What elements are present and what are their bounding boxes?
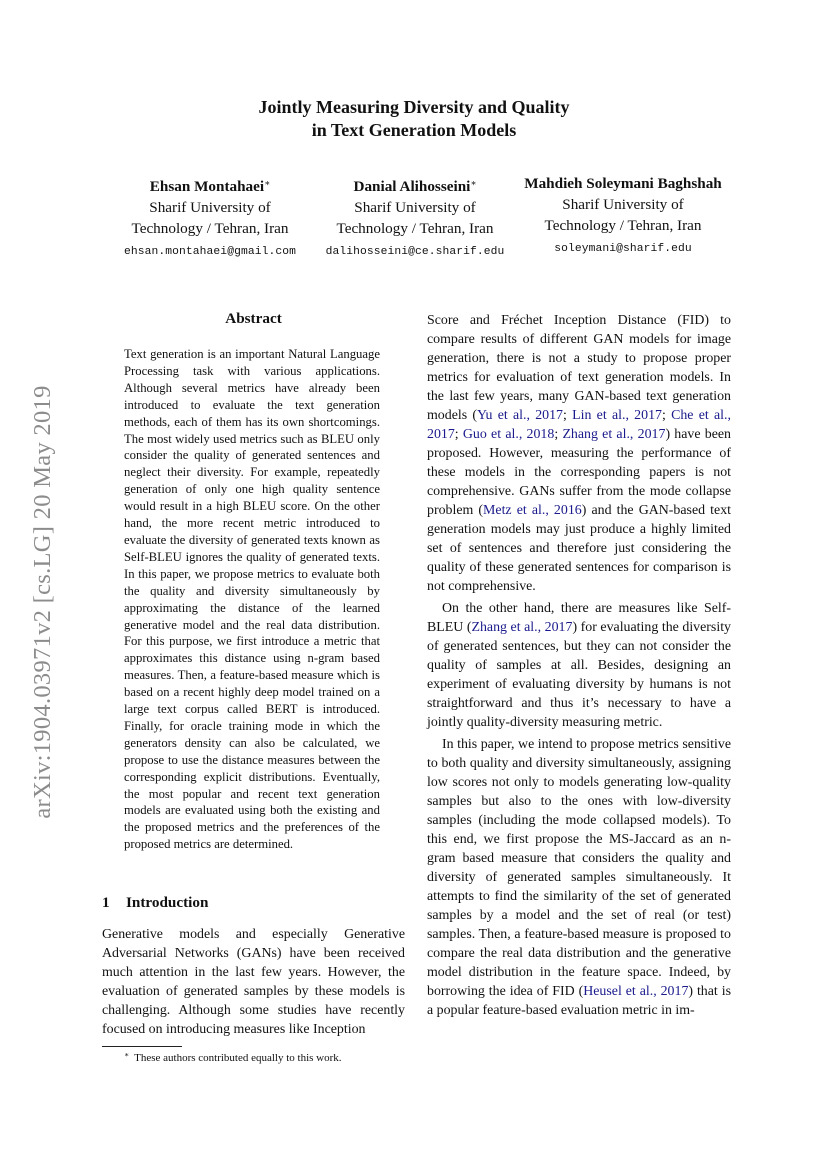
citation-link[interactable]: Heusel et al., 2017 (583, 984, 689, 999)
author-email: ehsan.montahaei@gmail.com (124, 246, 296, 258)
citation-link[interactable]: Zhang et al., 2017 (471, 620, 573, 635)
author-email: soleymani@sharif.edu (554, 243, 692, 255)
author-block-3 (511, 173, 735, 260)
author-block-2 (315, 173, 515, 263)
author-affiliation: Technology / Tehran, Iran (336, 220, 494, 237)
body-paragraph: On the other hand, there are measures like Self-BLEU (Zhang et al., 2017) for evaluating the diversity of generated sentences, but they can not consider the quality of samples at all. Besides, designing an experiment of evaluating diversity by humans is not straightforward and thus it’s necessary to have a jointly quality-diversity measuring metric. (427, 601, 731, 730)
right-column (427, 311, 731, 1023)
abstract-heading: Abstract (225, 310, 282, 327)
citation-link[interactable]: Yu et al., 2017 (477, 408, 563, 423)
section-title: Introduction (126, 894, 209, 911)
abstract-text: Text generation is an important Natural Language Processing task with various applications. Although several metrics have already been introduced to evaluate the text generation methods, each of them has its own shortcomings. The most widely used metrics such as BLEU only consider the quality of generated sentences and neglect their diversity. For example, repeatedly generation of only one high quality sentence would result in a high BLEU score. On the other hand, the more recent metric introduced to evaluate the diversity of generated texts known as Self-BLEU ignores the quality of generated texts. In this paper, we propose metrics to evaluate both the quality and diversity simultaneously by approximating the distance of the learned generative model and the real data distribution. For this purpose, we first introduce a metric that approximates this distance using n-gram based measures. Then, a feature-based measure which is based on a recent highly deep model trained on a large text corpus called BERT is introduced. Finally, for oracle training mode in which the generators density can also be calculated, we propose to use the distance measures between the corresponding explicit distributions. Eventually, the most popular and recent text generation models are evaluated using both the existing and the proposed metrics and the preferences of the proposed metrics are determined. (124, 347, 380, 852)
author-affiliation: Technology / Tehran, Iran (544, 217, 702, 234)
body-paragraph: In this paper, we intend to propose metrics sensitive to both quality and diversity simultaneously, assigning low scores not only to models generating low-quality samples but also to the ones with low-diversity samples (including the mode collapsed models). To this end, we first propose the MS-Jaccard as an n-gram based measure that considers the quality and diversity of generated samples simultaneously. It attempts to find the similarity of the set of generated samples by a model and the set of real (or test) samples. Then, a feature-based measure is proposed to compare the real data distribution and the generative model distribution in the feature space. Indeed, by borrowing the idea of FID (Heusel et al., 2017) that is a popular feature-based evaluation metric in im- (427, 737, 731, 1018)
citation-link[interactable]: Che et al., 2017 (427, 408, 731, 442)
equal-contribution-marker: ∗ (470, 178, 477, 188)
author-affiliation: Technology / Tehran, Iran (131, 220, 289, 237)
body-paragraph: Score and Fréchet Inception Distance (FID) to compare results of different GAN models for image generation, there is not a study to propose proper metrics for evaluation of text generation models. In the last few years, many GAN-based text generation models (Yu et al., 2017; Lin et al., 2017; Che et al., 2017; Guo et al., 2018; Zhang et al., 2017) have been proposed. However, measuring the performance of these models in the corresponding papers is not comprehensive. GANs suffer from the mode collapse problem (Metz et al., 2016) and the GAN-based text generation models may just produce a highly limited set of sentences and therefore just considering the quality of these generated sentences for comparison is not comprehensive. (427, 313, 732, 594)
section-number: 1 (102, 894, 110, 911)
title-line-1: Jointly Measuring Diversity and Quality (258, 97, 570, 117)
author-block-1 (110, 173, 310, 263)
title-line-2: in Text Generation Models (311, 120, 517, 140)
arxiv-identifier: arXiv:1904.03971v2 [cs.LG] 20 May 2019 (29, 385, 56, 819)
intro-paragraph: Generative models and especially Generative Adversarial Networks (GANs) have been received much attention in the last few years. However, the evaluation of generated samples by these models is challenging. Although some studies have recently focused on introducing measures like Inception (102, 927, 405, 1037)
citation-link[interactable]: Lin et al., 2017 (572, 408, 662, 423)
citation-link[interactable]: Guo et al., 2018 (462, 427, 555, 442)
citation-link[interactable]: Zhang et al., 2017 (562, 427, 666, 442)
equal-contribution-marker: ∗ (264, 178, 271, 188)
paper-title (100, 96, 728, 142)
footnote-divider (102, 1046, 182, 1047)
footnote-marker: ∗ (124, 1050, 130, 1059)
author-email: dalihosseini@ce.sharif.edu (325, 246, 505, 258)
author-affiliation: Sharif University of (562, 196, 684, 213)
arxiv-side-stamp (28, 352, 58, 852)
author-name: Mahdieh Soleymani Baghshah (524, 175, 722, 192)
author-name: Danial Alihosseini∗ (353, 178, 477, 195)
author-name: Ehsan Montahaei∗ (149, 178, 271, 195)
footnote (124, 1050, 342, 1064)
author-affiliation: Sharif University of (149, 199, 271, 216)
author-affiliation: Sharif University of (354, 199, 476, 216)
footnote-text: These authors contributed equally to this work. (134, 1052, 342, 1064)
citation-link[interactable]: Metz et al., 2016 (483, 503, 582, 518)
section-heading-introduction (102, 894, 208, 912)
